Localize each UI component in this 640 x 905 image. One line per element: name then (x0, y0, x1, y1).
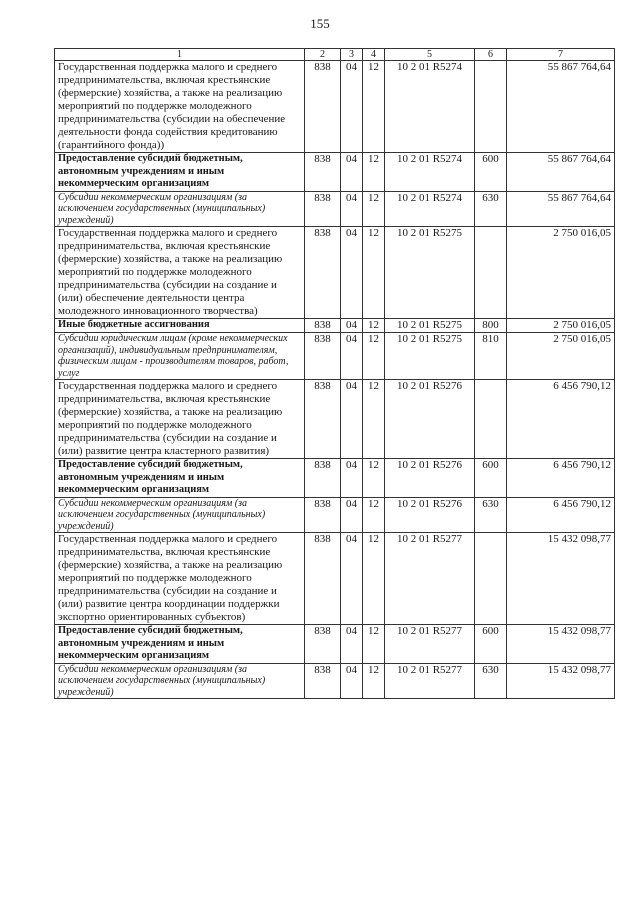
row-section-code: 04 (341, 663, 363, 699)
row-subsection-code: 12 (363, 319, 385, 333)
budget-table (54, 48, 615, 699)
header-col-5: 5 (385, 49, 475, 61)
table-row (55, 380, 615, 459)
row-ministry-code: 838 (305, 533, 341, 625)
row-description: Предоставление субсидий бюджетным, автономным учреждениям и иным некоммерческим организациям (55, 625, 305, 664)
row-expense-type: 600 (475, 153, 507, 192)
row-subsection-code: 12 (363, 227, 385, 319)
row-ministry-code: 838 (305, 380, 341, 459)
row-subsection-code: 12 (363, 153, 385, 192)
table-row (55, 319, 615, 333)
row-amount: 55 867 764,64 (507, 153, 615, 192)
row-amount: 2 750 016,05 (507, 319, 615, 333)
table-row (55, 333, 615, 380)
row-target-article: 10 2 01 R5277 (385, 533, 475, 625)
row-target-article: 10 2 01 R5276 (385, 380, 475, 459)
row-description: Государственная поддержка малого и среднего предпринимательства, включая крестьянские (фермерские) хозяйства, а также на реализацию мероприятий по поддержке молодежного предпринимательства (субсидии на обеспечение деятельности фонда содействия кредитованию (гарантийного фонда)) (55, 61, 305, 153)
row-ministry-code: 838 (305, 625, 341, 664)
table-row (55, 497, 615, 533)
row-section-code: 04 (341, 333, 363, 380)
table-row (55, 61, 615, 153)
header-col-7: 7 (507, 49, 615, 61)
row-section-code: 04 (341, 533, 363, 625)
row-target-article: 10 2 01 R5275 (385, 227, 475, 319)
table-row (55, 459, 615, 498)
row-subsection-code: 12 (363, 497, 385, 533)
row-ministry-code: 838 (305, 459, 341, 498)
row-ministry-code: 838 (305, 333, 341, 380)
row-expense-type: 630 (475, 497, 507, 533)
row-section-code: 04 (341, 625, 363, 664)
row-expense-type (475, 61, 507, 153)
row-amount: 55 867 764,64 (507, 191, 615, 227)
row-section-code: 04 (341, 61, 363, 153)
row-description: Субсидии юридическим лицам (кроме некоммерческих организаций), индивидуальным предпринимателям, физическим лицам - производителям товаров, работ, услуг (55, 333, 305, 380)
row-ministry-code: 838 (305, 191, 341, 227)
row-amount: 6 456 790,12 (507, 497, 615, 533)
row-section-code: 04 (341, 191, 363, 227)
row-amount: 2 750 016,05 (507, 333, 615, 380)
row-subsection-code: 12 (363, 663, 385, 699)
row-description: Субсидии некоммерческим организациям (за исключением государственных (муниципальных) учреждений) (55, 191, 305, 227)
row-expense-type: 630 (475, 191, 507, 227)
row-subsection-code: 12 (363, 459, 385, 498)
row-description: Государственная поддержка малого и среднего предпринимательства, включая крестьянские (фермерские) хозяйства, а также на реализацию мероприятий по поддержке молодежного предпринимательства (субсидии на создание и (или) развитие центра кластерного развития) (55, 380, 305, 459)
row-target-article: 10 2 01 R5276 (385, 459, 475, 498)
row-target-article: 10 2 01 R5274 (385, 153, 475, 192)
row-target-article: 10 2 01 R5276 (385, 497, 475, 533)
row-subsection-code: 12 (363, 625, 385, 664)
table-row (55, 153, 615, 192)
row-description: Государственная поддержка малого и среднего предпринимательства, включая крестьянские (фермерские) хозяйства, а также на реализацию мероприятий по поддержке молодежного предпринимательства (субсидии на создание и (или) обеспечение деятельности центра молодежного инновационного творчества) (55, 227, 305, 319)
row-ministry-code: 838 (305, 153, 341, 192)
row-section-code: 04 (341, 459, 363, 498)
header-col-1: 1 (55, 49, 305, 61)
row-expense-type: 630 (475, 663, 507, 699)
header-col-4: 4 (363, 49, 385, 61)
row-description: Государственная поддержка малого и среднего предпринимательства, включая крестьянские (фермерские) хозяйства, а также на реализацию мероприятий по поддержке молодежного предпринимательства (субсидии на создание и (или) развитие центра координации поддержки экспортно ориентированных субъектов) (55, 533, 305, 625)
row-target-article: 10 2 01 R5274 (385, 191, 475, 227)
row-ministry-code: 838 (305, 663, 341, 699)
header-col-6: 6 (475, 49, 507, 61)
row-section-code: 04 (341, 319, 363, 333)
row-section-code: 04 (341, 153, 363, 192)
row-amount: 2 750 016,05 (507, 227, 615, 319)
row-expense-type: 600 (475, 459, 507, 498)
page-number: 155 (310, 16, 330, 31)
row-expense-type (475, 380, 507, 459)
table-row (55, 663, 615, 699)
row-target-article: 10 2 01 R5274 (385, 61, 475, 153)
table-row (55, 533, 615, 625)
row-expense-type (475, 533, 507, 625)
row-description: Иные бюджетные ассигнования (55, 319, 305, 333)
row-amount: 6 456 790,12 (507, 459, 615, 498)
table-row (55, 191, 615, 227)
row-expense-type: 800 (475, 319, 507, 333)
row-ministry-code: 838 (305, 61, 341, 153)
row-description: Субсидии некоммерческим организациям (за исключением государственных (муниципальных) учреждений) (55, 663, 305, 699)
row-section-code: 04 (341, 227, 363, 319)
header-row (55, 49, 615, 61)
row-amount: 55 867 764,64 (507, 61, 615, 153)
row-description: Субсидии некоммерческим организациям (за исключением государственных (муниципальных) учреждений) (55, 497, 305, 533)
row-subsection-code: 12 (363, 333, 385, 380)
header-col-3: 3 (341, 49, 363, 61)
row-ministry-code: 838 (305, 497, 341, 533)
row-subsection-code: 12 (363, 533, 385, 625)
row-amount: 15 432 098,77 (507, 625, 615, 664)
row-ministry-code: 838 (305, 319, 341, 333)
row-expense-type: 600 (475, 625, 507, 664)
header-col-2: 2 (305, 49, 341, 61)
row-ministry-code: 838 (305, 227, 341, 319)
row-expense-type (475, 227, 507, 319)
row-amount: 15 432 098,77 (507, 663, 615, 699)
row-description: Предоставление субсидий бюджетным, автономным учреждениям и иным некоммерческим организациям (55, 153, 305, 192)
row-subsection-code: 12 (363, 61, 385, 153)
row-section-code: 04 (341, 497, 363, 533)
table-row (55, 227, 615, 319)
row-amount: 6 456 790,12 (507, 380, 615, 459)
row-subsection-code: 12 (363, 191, 385, 227)
row-target-article: 10 2 01 R5275 (385, 319, 475, 333)
row-section-code: 04 (341, 380, 363, 459)
row-target-article: 10 2 01 R5277 (385, 663, 475, 699)
row-expense-type: 810 (475, 333, 507, 380)
table-row (55, 625, 615, 664)
row-subsection-code: 12 (363, 380, 385, 459)
row-description: Предоставление субсидий бюджетным, автономным учреждениям и иным некоммерческим организациям (55, 459, 305, 498)
row-amount: 15 432 098,77 (507, 533, 615, 625)
row-target-article: 10 2 01 R5275 (385, 333, 475, 380)
row-target-article: 10 2 01 R5277 (385, 625, 475, 664)
